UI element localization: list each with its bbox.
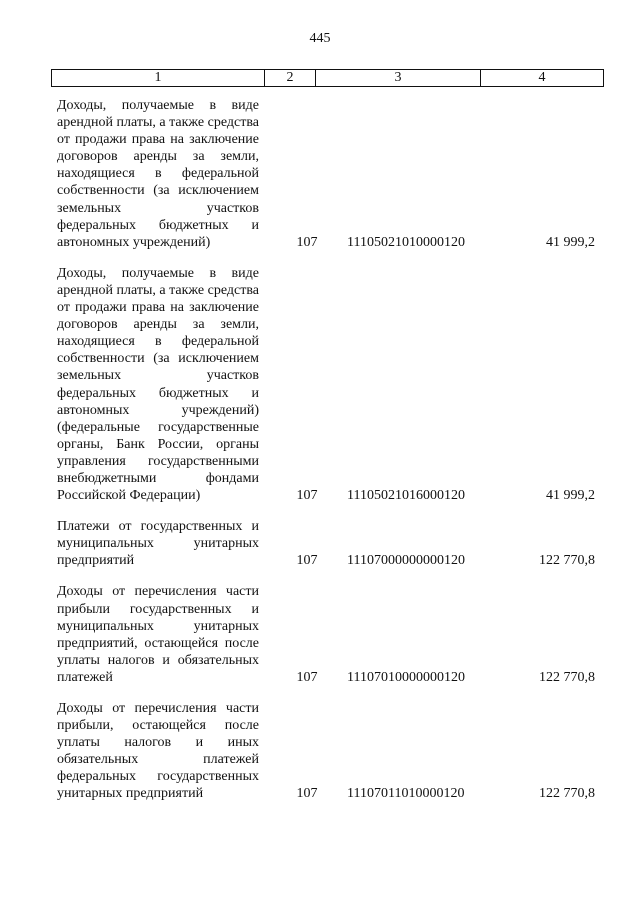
table-row bbox=[57, 265, 601, 504]
row-admin-code: 107 bbox=[296, 669, 318, 685]
row-amount: 122 770,8 bbox=[539, 669, 595, 685]
row-description: Доходы, получаемые в виде арендной платы, а также средства от продажи права на заключение договоров аренды за земли, находящиеся в федеральной собственности (за исключением земельных участков федеральных бюджетных и автономных учреждений) (федеральные государственные органы, Банк России, органы управления государственными внебюджетными фондами Российской Федерации) bbox=[57, 265, 259, 504]
row-budget-code: 11107000000000120 bbox=[347, 553, 465, 569]
column-header-3: 3 bbox=[316, 70, 481, 87]
row-description: Доходы, получаемые в виде арендной платы, а также средства от продажи права на заключение договоров аренды за земли, находящиеся в федеральной собственности (за исключением земельных участков федеральных бюджетных и автономных учреждений) bbox=[57, 98, 259, 250]
column-header-1: 1 bbox=[52, 70, 265, 87]
row-amount: 41 999,2 bbox=[546, 488, 595, 504]
row-budget-code: 11105021016000120 bbox=[347, 488, 465, 504]
table-row bbox=[57, 700, 601, 803]
row-admin-code: 107 bbox=[296, 786, 318, 802]
row-budget-code: 11107011010000120 bbox=[347, 786, 465, 802]
row-admin-code: 107 bbox=[296, 488, 318, 504]
table-row bbox=[57, 97, 601, 251]
row-description: Доходы от перечисления части прибыли, остающейся после уплаты налогов и иных обязательных платежей федеральных государственных унитарных предприятий bbox=[57, 701, 259, 802]
row-admin-code: 107 bbox=[296, 553, 318, 569]
column-header-row bbox=[52, 70, 604, 87]
row-admin-code: 107 bbox=[296, 234, 318, 250]
row-amount: 41 999,2 bbox=[546, 234, 595, 250]
column-header-4: 4 bbox=[481, 70, 604, 87]
column-header-table bbox=[51, 69, 604, 87]
row-budget-code: 11105021010000120 bbox=[347, 234, 465, 250]
row-amount: 122 770,8 bbox=[539, 553, 595, 569]
table-row bbox=[57, 583, 601, 686]
table-body bbox=[57, 97, 601, 817]
row-amount: 122 770,8 bbox=[539, 786, 595, 802]
column-header-2: 2 bbox=[265, 70, 316, 87]
row-budget-code: 11107010000000120 bbox=[347, 669, 465, 685]
page-number: 445 bbox=[309, 31, 331, 46]
row-description: Доходы от перечисления части прибыли государственных и муниципальных унитарных предприятий, остающейся после уплаты налогов и обязательных платежей bbox=[57, 584, 259, 685]
row-description: Платежи от государственных и муниципальных унитарных предприятий bbox=[57, 519, 259, 569]
table-row bbox=[57, 518, 601, 569]
